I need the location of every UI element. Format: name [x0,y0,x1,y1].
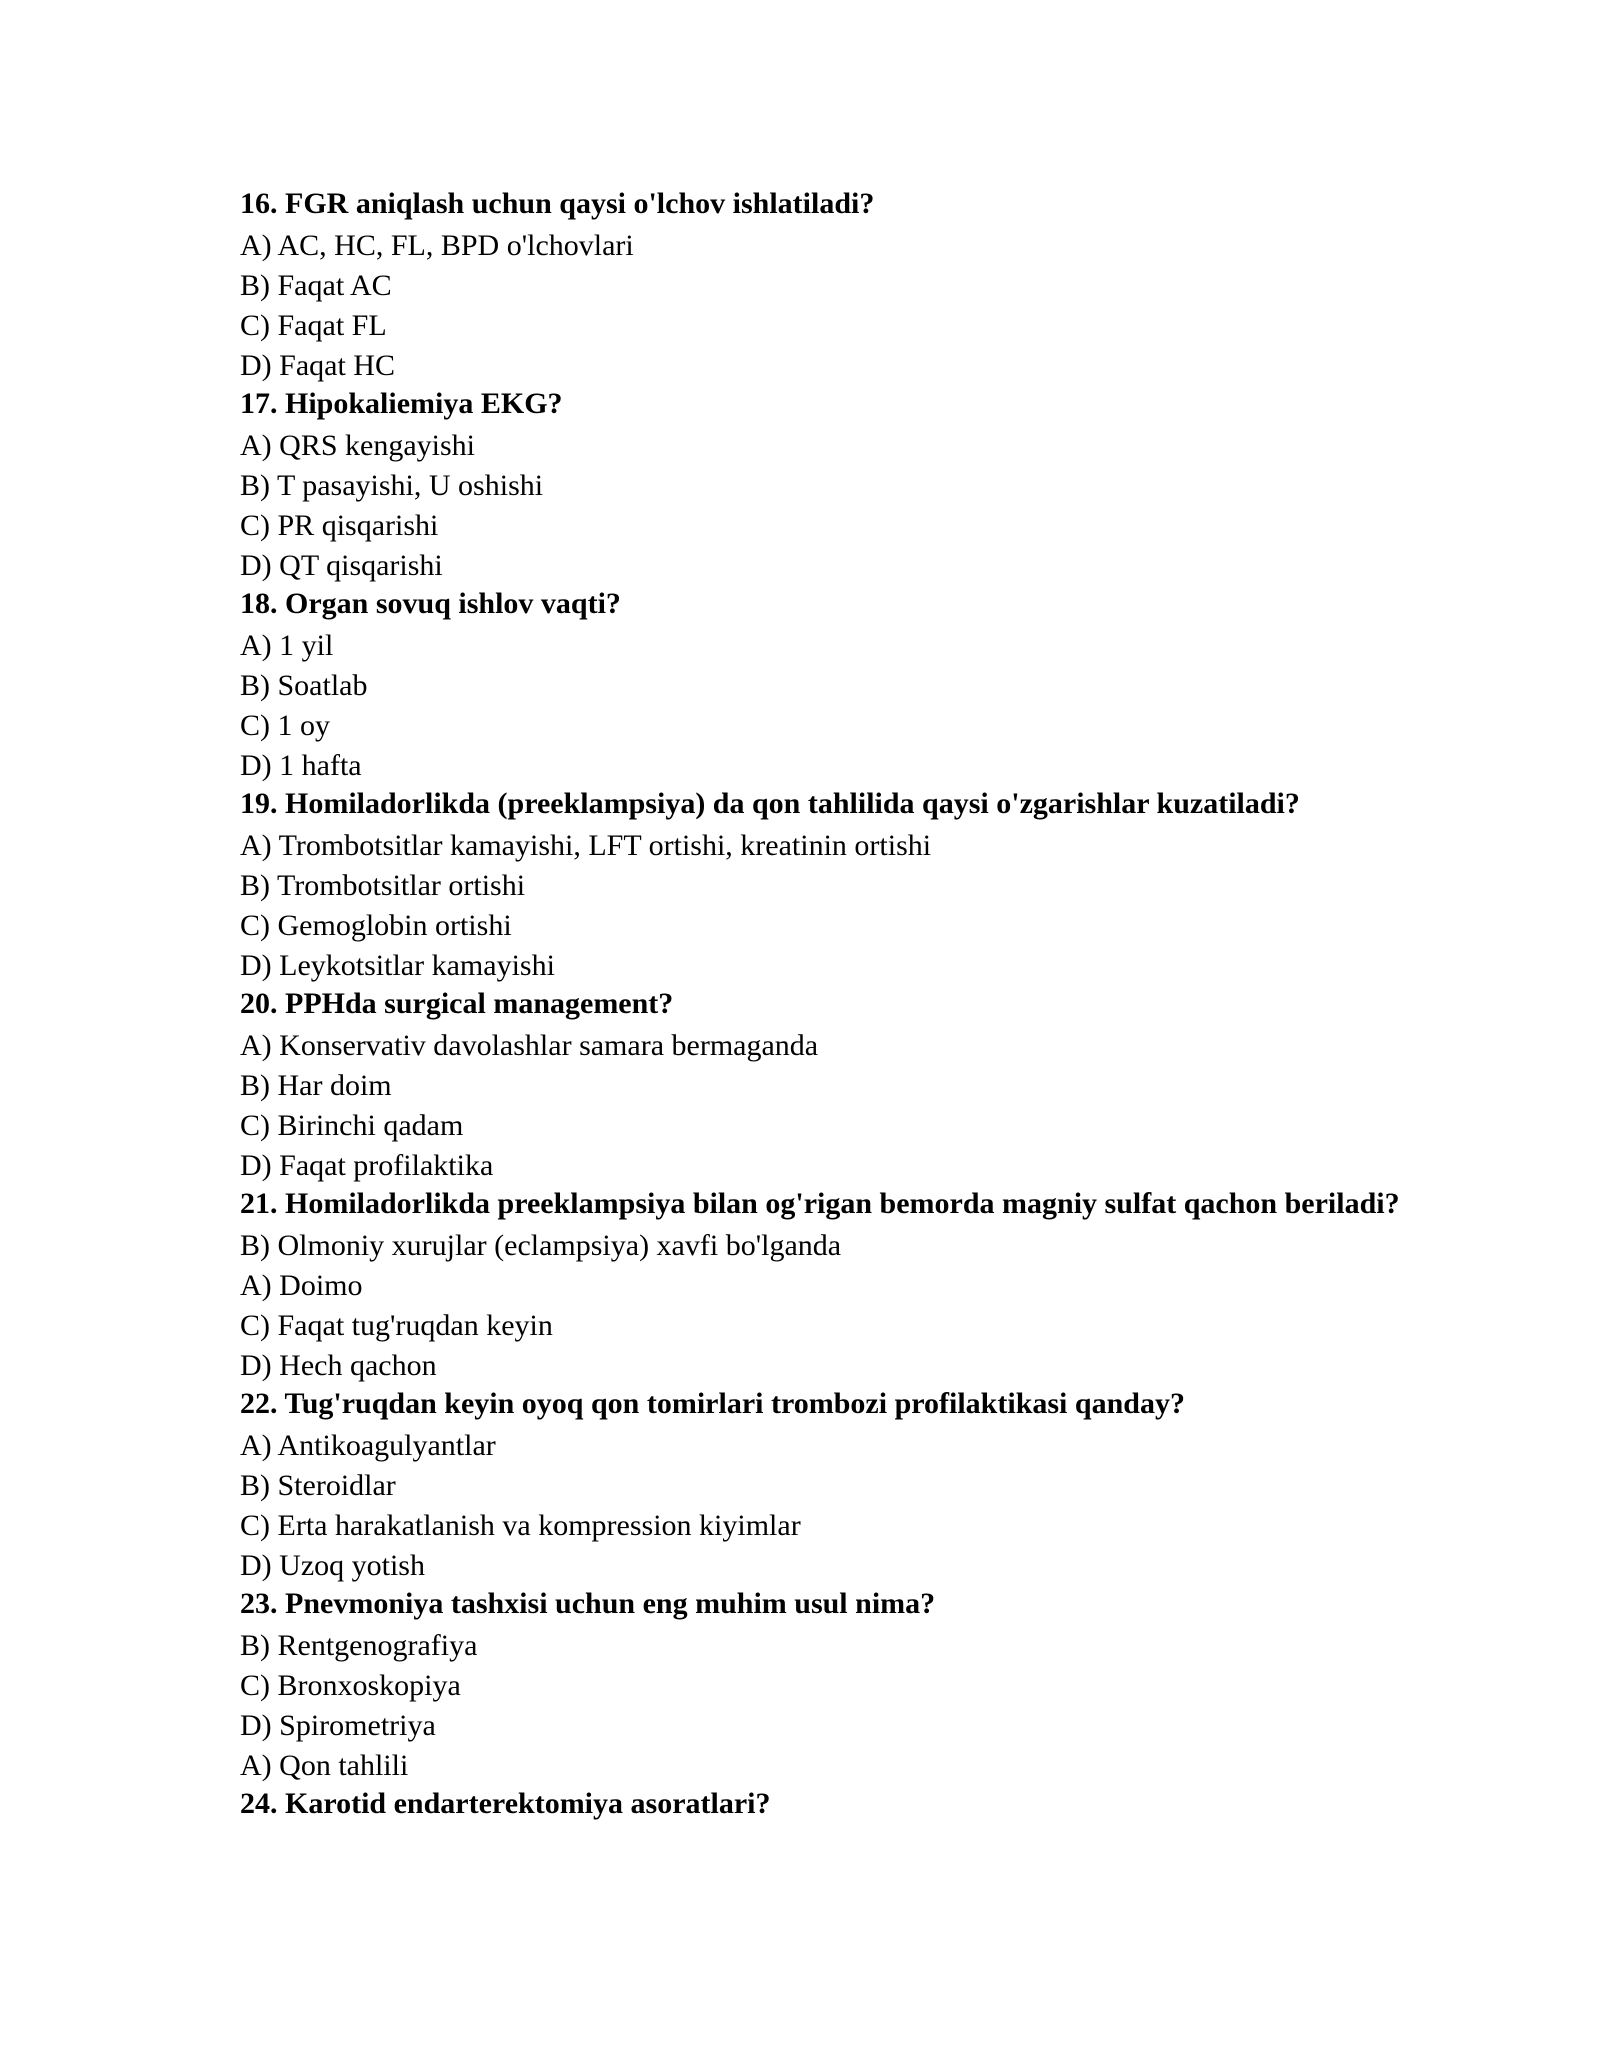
question-24 [240,1786,1420,1826]
answer-option: B) Har doim [240,1069,392,1102]
answer-option: C) Birinchi qadam [240,1109,464,1142]
question-title: 23. Pnevmoniya tashxisi uchun eng muhim usul nima? [240,1587,936,1620]
question-title: 16. FGR aniqlash uchun qaysi o'lchov ishlatiladi? [240,187,875,220]
answer-option: B) Steroidlar [240,1469,396,1502]
answer-option: B) Faqat AC [240,269,392,302]
answer-option: D) Leykotsitlar kamayishi [240,949,555,982]
answer-option: D) Spirometriya [240,1709,436,1742]
answer-option: D) QT qisqarishi [240,549,443,582]
answer-option: A) Qon tahlili [240,1749,409,1782]
answer-option: B) Rentgenografiya [240,1629,478,1662]
question-19 [240,786,1420,986]
answer-option: B) Olmoniy xurujlar (eclampsiya) xavfi bo'lganda [240,1229,842,1262]
answer-option: A) 1 yil [240,629,334,662]
question-21 [240,1186,1420,1386]
answer-option: A) AC, HC, FL, BPD o'lchovlari [240,229,634,262]
answer-option: C) 1 oy [240,709,330,742]
question-18 [240,586,1420,786]
question-16 [240,186,1420,386]
answer-option: D) Faqat HC [240,349,395,382]
answer-option: C) Faqat FL [240,309,387,342]
answer-option: C) Gemoglobin ortishi [240,909,512,942]
document-page [240,186,1420,1826]
answer-option: A) Antikoagulyantlar [240,1429,496,1462]
question-20 [240,986,1420,1186]
question-22 [240,1386,1420,1586]
answer-option: B) Trombotsitlar ortishi [240,869,526,902]
answer-option: D) 1 hafta [240,749,362,782]
question-title: 20. PPHda surgical management? [240,987,674,1020]
question-title: 21. Homiladorlikda preeklampsiya bilan og'rigan bemorda magniy sulfat qachon beriladi? [240,1187,1400,1220]
question-title: 17. Hipokaliemiya EKG? [240,387,563,420]
question-17 [240,386,1420,586]
answer-option: A) Doimo [240,1269,363,1302]
answer-option: D) Hech qachon [240,1349,437,1382]
question-title: 24. Karotid endarterektomiya asoratlari? [240,1787,771,1820]
answer-option: A) Trombotsitlar kamayishi, LFT ortishi, kreatinin ortishi [240,829,932,862]
answer-option: A) Konservativ davolashlar samara bermaganda [240,1029,819,1062]
answer-option: D) Faqat profilaktika [240,1149,494,1182]
answer-option: B) T pasayishi, U oshishi [240,469,544,502]
question-23 [240,1586,1420,1786]
answer-option: A) QRS kengayishi [240,429,475,462]
answer-option: D) Uzoq yotish [240,1549,425,1582]
answer-option: C) Faqat tug'ruqdan keyin [240,1309,553,1342]
answer-option: B) Soatlab [240,669,368,702]
question-title: 22. Tug'ruqdan keyin oyoq qon tomirlari trombozi profilaktikasi qanday? [240,1387,1185,1420]
question-title: 19. Homiladorlikda (preeklampsiya) da qon tahlilida qaysi o'zgarishlar kuzatiladi? [240,787,1300,820]
answer-option: C) PR qisqarishi [240,509,439,542]
answer-option: C) Bronxoskopiya [240,1669,461,1702]
answer-option: C) Erta harakatlanish va kompression kiyimlar [240,1509,801,1542]
question-title: 18. Organ sovuq ishlov vaqti? [240,587,621,620]
